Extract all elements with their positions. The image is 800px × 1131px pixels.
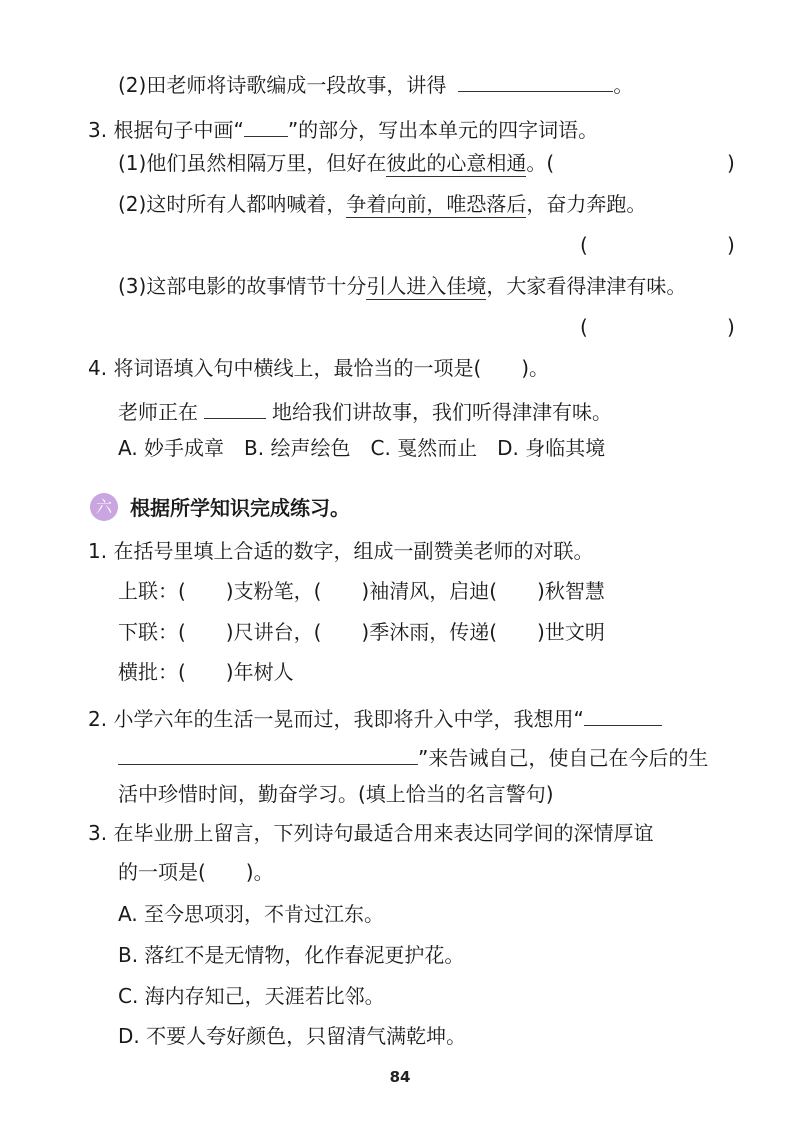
answer-blank[interactable] <box>458 69 613 92</box>
p6-q1-stem: 1. 在括号里填上合适的数字，组成一副赞美老师的对联。 <box>88 539 594 563</box>
q3-item3-answer-open[interactable]: ( <box>580 315 588 339</box>
answer-blank[interactable] <box>118 742 418 765</box>
answer-blank[interactable] <box>204 396 266 419</box>
q3-stem: 3. 根据句子中画“ ”的部分，写出本单元的四字词语。 <box>88 114 598 143</box>
p6-q3-line1: 3. 在毕业册上留言，下列诗句最适合用来表达同学间的深情厚谊 <box>88 821 654 845</box>
q3-item2-answer-close: ) <box>727 233 735 257</box>
section-badge: 六 <box>90 493 118 521</box>
p6-q2-line2: ”来告诫自己，使自己在今后的生 <box>118 742 708 771</box>
p6-q3-line2: 的一项是( )。 <box>118 860 274 884</box>
couplet-upper[interactable]: 上联：( )支粉笔，( )袖清风，启迪( )秋智慧 <box>118 579 605 603</box>
q4-sentence: 老师正在 地给我们讲故事，我们听得津津有味。 <box>118 396 612 425</box>
answer-blank[interactable] <box>584 703 662 726</box>
underline-sample <box>244 114 288 137</box>
q4-stem: 4. 将词语填入句中横线上，最恰当的一项是( )。 <box>88 356 550 380</box>
couplet-lower[interactable]: 下联：( )尺讲台，( )季沐雨，传递( )世文明 <box>118 620 605 644</box>
q3-item3: (3)这部电影的故事情节十分引人进入佳境，大家看得津津有味。 <box>118 274 687 298</box>
option-c[interactable]: C. 海内存知己，天涯若比邻。 <box>118 984 385 1008</box>
q3-item1: (1)他们虽然相隔万里，但好在彼此的心意相通。( <box>118 151 555 175</box>
couplet-horizontal[interactable]: 横批：( )年树人 <box>118 660 294 684</box>
q4-options[interactable]: A. 妙手成章 B. 绘声绘色 C. 戛然而止 D. 身临其境 <box>118 436 606 460</box>
q3-item1-close: ) <box>727 151 735 175</box>
option-d[interactable]: D. 不要人夸好颜色，只留清气满乾坤。 <box>118 1024 467 1048</box>
q3-item2-answer-open[interactable]: ( <box>580 233 588 257</box>
q3-item3-answer-close: ) <box>727 315 735 339</box>
page-number: 84 <box>389 1068 411 1086</box>
section-title: 根据所学知识完成练习。 <box>130 496 350 520</box>
q2-item2: (2)田老师将诗歌编成一段故事，讲得 。 <box>118 69 633 98</box>
q3-item2: (2)这时所有人都呐喊着，争着向前，唯恐落后，奋力奔跑。 <box>118 192 647 216</box>
option-b[interactable]: B. 落红不是无情物，化作春泥更护花。 <box>118 943 465 967</box>
p6-q2-line3: 活中珍惜时间，勤奋学习。(填上恰当的名言警句) <box>118 782 554 806</box>
p6-q2-line1: 2. 小学六年的生活一晃而过，我即将升入中学，我想用“ <box>88 703 662 732</box>
option-a[interactable]: A. 至今思项羽，不肯过江东。 <box>118 902 385 926</box>
